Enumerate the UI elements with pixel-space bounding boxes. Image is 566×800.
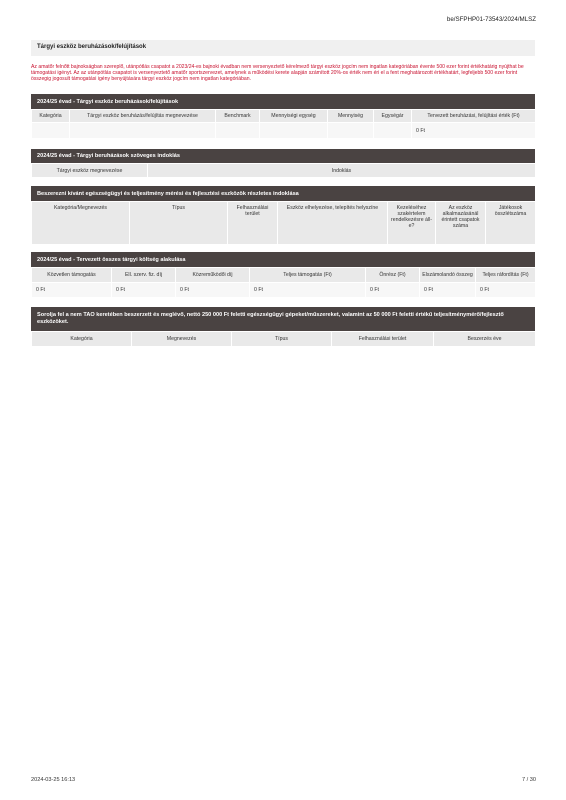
col-header: Kategória (32, 110, 70, 123)
table-row (32, 123, 536, 139)
col-header: Felhasználási terület (228, 202, 278, 245)
col-header: Teljes támogatás (Ft) (250, 268, 366, 283)
col-header: Tárgyi eszköz megnevezése (32, 164, 148, 178)
existing-equipment-block (31, 307, 535, 347)
table-cell (216, 123, 260, 139)
equipment-justification-table (31, 201, 536, 245)
col-header: Mennyiségi egység (260, 110, 328, 123)
col-header: Kategória/Megnevezés (32, 202, 130, 245)
equipment-justification-block (31, 186, 535, 245)
col-header: Mennyiség (328, 110, 374, 123)
col-header: Önrész (Ft) (366, 268, 420, 283)
existing-equipment-header: Sorolja fel a nem TAO keretében beszerzett és meglévő, nettó 250 000 Ft feletti egészségügyi gépeket/műszereket, valamint az 50 000 Ft feletti értékű teljesítménymérő/fejlesztő eszközöket. (31, 307, 535, 331)
table-cell (374, 123, 412, 139)
table-cell: 0 Ft (112, 283, 176, 298)
col-header: Közvetlen támogatás (32, 268, 112, 283)
table-cell (32, 123, 70, 139)
equipment-justification-header: Beszerezni kívánt egészségügyi és teljesítmény mérési és fejlesztési eszközök részletes indoklása (31, 186, 535, 201)
col-header: Egységár (374, 110, 412, 123)
asset-investments-block (31, 94, 535, 139)
cost-summary-table (31, 267, 536, 298)
existing-equipment-table (31, 331, 536, 347)
asset-justification-header: 2024/25 évad - Tárgyi beruházások szöveges indoklás (31, 149, 535, 163)
col-header: Eszköz elhelyezése, telepítés helyszíne (278, 202, 388, 245)
col-header: Tervezett beruházási, felújítási érték (Ft) (412, 110, 536, 123)
section-title: Tárgyi eszköz beruházások/felújítások (31, 40, 535, 56)
table-cell: 0 Ft (420, 283, 476, 298)
col-header: Kezeléséhez szakértelem rendelkezésre áll-e? (388, 202, 436, 245)
table-cell (328, 123, 374, 139)
eligibility-notice: Az amatőr felnőtt bajnokságban szereplő, utánpótlás csapatot a 2023/24-es bajnoki évadban nem versenyeztető kérelmező tárgyi eszköz jogcím nem ingatlan kategóriában évente 500 ezer forint értékhatárig nyújthat be támogatási igényt. Az az utánpótlás csapatot is versenyeztető amatőr sportszervezet, amelynek a működési kerete alapján számított 20%-os érték nem éri el a fent meghatározott értékhatárt, legfeljebb 500 ezer forint összegig jogosult támogatási igény benyújtására tárgyi eszköz jogcím nem ingatlan kategóriában. (31, 64, 524, 83)
asset-investments-table (31, 109, 536, 139)
col-header: Tárgyi eszköz beruházás/felújítás megnevezése (70, 110, 216, 123)
col-header: Felhasználási terület (332, 332, 434, 347)
table-cell: 0 Ft (32, 283, 112, 298)
table-cell: 0 Ft (176, 283, 250, 298)
col-header: Benchmark (216, 110, 260, 123)
col-header: Elszámolandó összeg (420, 268, 476, 283)
col-header: Ell. szerv. fiz. díj (112, 268, 176, 283)
document-id: be/SFPHP01-73543/2024/MLSZ (446, 16, 536, 23)
table-row (32, 283, 536, 298)
table-cell: 0 Ft (412, 123, 536, 139)
col-header: Játékosok összlétszáma (486, 202, 536, 245)
asset-investments-header: 2024/25 évad - Tárgyi eszköz beruházások/felújítások (31, 94, 535, 109)
table-cell (70, 123, 216, 139)
footer-timestamp: 2024-03-25 16:13 (31, 777, 76, 783)
col-header: Beszerzés éve (434, 332, 536, 347)
col-header: Teljes ráfordítás (Ft) (476, 268, 536, 283)
page-number: 7 / 30 (522, 777, 536, 783)
asset-justification-block (31, 149, 535, 178)
col-header: Típus (232, 332, 332, 347)
table-cell: 0 Ft (366, 283, 420, 298)
table-cell: 0 Ft (250, 283, 366, 298)
table-cell (260, 123, 328, 139)
col-header: Indoklás (148, 164, 536, 178)
col-header: Megnevezés (132, 332, 232, 347)
col-header: Kategória (32, 332, 132, 347)
cost-summary-header: 2024/25 évad - Tervezett összes tárgyi költség alakulása (31, 252, 535, 267)
col-header: Az eszköz alkalmazásánál érintett csapatok száma (436, 202, 486, 245)
cost-summary-block (31, 252, 535, 298)
table-cell: 0 Ft (476, 283, 536, 298)
asset-justification-table (31, 163, 536, 178)
col-header: Típus (130, 202, 228, 245)
col-header: Közreműködői díj (176, 268, 250, 283)
